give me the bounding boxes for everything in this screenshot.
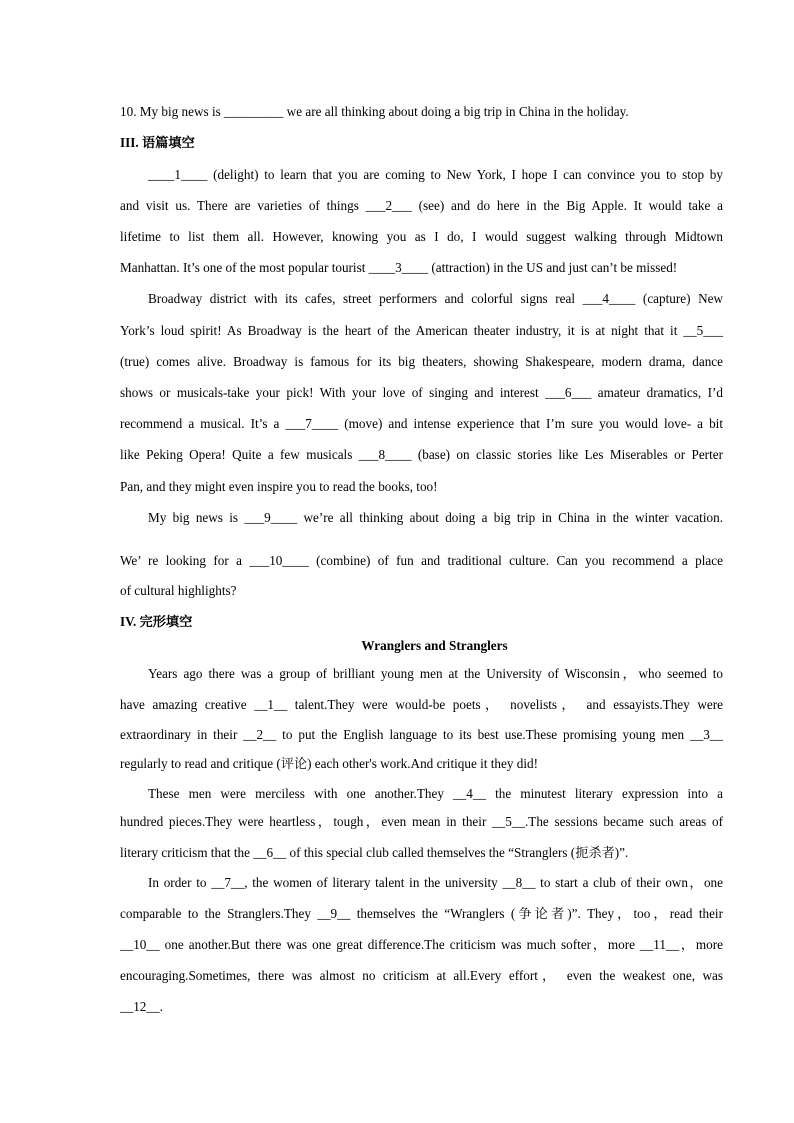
paragraph-line: of cultural highlights? [120,583,237,598]
paragraph-line: ____1____ (delight) to learn that you are coming to New York, I hope I can convince you to stop by [148,167,723,182]
paragraph-line: shows or musicals-take your pick! With your love of singing and interest ___6___ amateur dramatics, I’d [120,385,723,400]
paragraph-line: __10__ one another.But there was one great difference.The criticism was much softer，more __11__，more [120,937,723,952]
paragraph-line: hundred pieces.They were heartless，tough，even mean in their __5__.The sessions became such areas of [120,814,723,829]
paragraph-line: York’s loud spirit! As Broadway is the heart of the American theater industry, it is at night that it __5___ [120,323,723,338]
paragraph-line: Manhattan. It’s one of the most popular tourist ____3____ (attraction) in the US and just can’t be missed! [120,260,678,275]
paragraph-line: recommend a musical. It’s a ___7____ (move) and intense experience that I’m sure you would love- a bit [120,416,723,431]
paragraph-line: literary criticism that the __6__ of this special club called themselves the “Stranglers (扼杀者)”. [120,845,629,860]
paragraph-line: like Peking Opera! Quite a few musicals ___8____ (base) on classic stories like Les Miserables or Perter [120,447,723,462]
paragraph-line: extraordinary in their __2__ to put the English language to its best use.These promising young men __3__ [120,727,723,742]
paragraph-line: lifetime to list them all. However, knowing you as I do, I would suggest walking through Midtown [120,229,723,244]
paragraph-line: My big news is ___9____ we’re all thinking about doing a big trip in China in the winter vacation. [148,510,723,525]
section-3-title: III. 语篇填空 [120,135,195,150]
section-4-title: IV. 完形填空 [120,614,193,629]
paragraph-line: regularly to read and critique (评论) each other's work.And critique it they did! [120,756,539,771]
passage-title: Wranglers and Stranglers [361,638,508,653]
paragraph-line: __12__. [120,999,163,1014]
paragraph-line: comparable to the Stranglers.They __9__ themselves the “Wranglers (争论者)”. They，too，read their [120,906,723,921]
paragraph-line: and visit us. There are varieties of things ___2___ (see) and do here in the Big Apple. It would take a [120,198,723,213]
paragraph-line: (true) comes alive. Broadway is famous for its big theaters, showing Shakespeare, modern drama, dance [120,354,723,369]
paragraph-line: have amazing creative __1__ talent.They were would-be poets， novelists， and essayists.They were [120,697,723,712]
paragraph-line: encouraging.Sometimes, there was almost no criticism at all.Every effort， even the weakest one, was [120,968,723,983]
paragraph-line: We’ re looking for a ___10____ (combine) of fun and traditional culture. Can you recommend a place [120,553,723,568]
paragraph-line: Broadway district with its cafes, street performers and colorful signs real ___4____ (capture) New [148,291,723,306]
paragraph-line: These men were merciless with one another.They __4__ the minutest literary expression into a [148,786,723,801]
paragraph-line: Pan, and they might even inspire you to read the books, too! [120,479,438,494]
question-10: 10. My big news is _________ we are all thinking about doing a big trip in China in the holiday. [120,104,629,119]
paragraph-line: Years ago there was a group of brilliant young men at the University of Wisconsin，who seemed to [148,666,723,681]
paragraph-line: In order to __7__, the women of literary talent in the university __8__ to start a club of their own，one [148,875,723,890]
